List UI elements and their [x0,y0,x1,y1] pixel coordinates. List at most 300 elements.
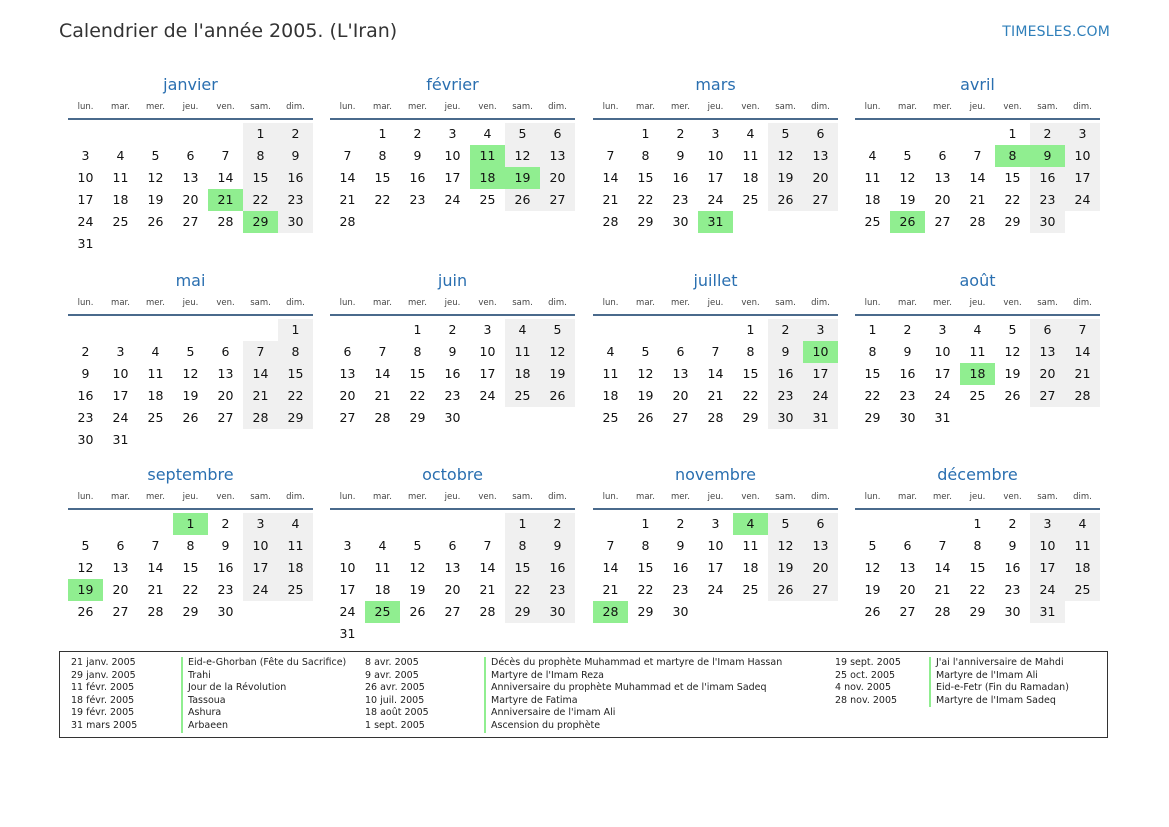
holiday-day-cell: 8 [995,145,1030,167]
day-cell: 17 [803,363,838,385]
holiday-date: 8 avr. 2005 [365,657,419,668]
day-cell: 4 [278,513,313,535]
day-cell: 1 [641,126,650,141]
day-cell: 15 [742,366,759,381]
day-cell: 11 [602,366,619,381]
day-cell: 25 [969,388,986,403]
weekday-header [855,96,1100,120]
month-title: décembre [937,465,1018,484]
holiday-date: 1 sept. 2005 [365,719,425,731]
weekday-label: jeu. [707,492,724,502]
day-cell: 1 [746,322,755,337]
weekday-label: mer. [408,492,427,502]
page-title: Calendrier de l'année 2005. (L'Iran) [59,20,398,42]
day-cell: 24 [707,582,724,597]
day-cell: 30 [540,601,575,623]
empty-day-cell [698,319,733,341]
month-title: février [426,75,479,94]
day-cell: 15 [637,170,654,185]
day-cell: 3 [116,344,125,359]
holiday-day-cell: 26 [890,211,925,233]
weekday-label: mer. [146,492,165,502]
weekday-label: mar. [373,298,392,308]
weekday-label: dim. [811,102,830,112]
day-cell: 10 [479,344,496,359]
weekday-label: sam. [250,102,271,112]
month-block [593,464,838,623]
day-cell: 22 [1004,192,1021,207]
day-cell: 26 [540,385,575,407]
day-cell: 12 [540,341,575,363]
days-grid [330,319,575,429]
day-cell: 29 [742,410,759,425]
day-cell: 5 [81,538,90,553]
day-cell: 4 [483,126,492,141]
day-cell: 9 [448,344,457,359]
weekday-label: mar. [373,102,392,112]
day-cell: 18 [112,192,129,207]
month-title: mai [175,271,206,290]
day-cell: 12 [409,560,426,575]
day-cell: 29 [409,410,426,425]
weekday-label: sam. [1037,102,1058,112]
weekday-label: ven. [478,102,497,112]
empty-day-cell [330,513,365,535]
weekday-label: mer. [146,102,165,112]
day-cell: 12 [147,170,164,185]
weekday-label: sam. [775,298,796,308]
day-cell: 3 [343,538,352,553]
weekday-label: jeu. [969,492,986,502]
day-cell: 11 [1065,535,1100,557]
day-cell: 24 [444,192,461,207]
empty-day-cell [243,319,278,341]
holiday-day-cell: 31 [698,211,733,233]
day-cell: 27 [217,410,234,425]
holiday-name: Martyre de l'Imam Sadeq [929,695,1056,708]
holiday-day-cell: 25 [365,601,400,623]
weekday-label: lun. [339,298,356,308]
holiday-day-cell: 18 [470,167,505,189]
day-cell: 22 [182,582,199,597]
day-cell: 7 [1065,319,1100,341]
empty-day-cell [470,513,505,535]
day-cell: 1 [641,516,650,531]
days-grid [68,319,313,451]
empty-day-cell [365,319,400,341]
day-cell: 29 [969,604,986,619]
day-cell: 16 [540,557,575,579]
day-cell: 5 [768,123,803,145]
holiday-date: 19 sept. 2005 [835,657,901,668]
day-cell: 5 [768,513,803,535]
holiday-name: Anniversaire de l'imam Ali [484,707,615,720]
day-cell: 1 [1008,126,1017,141]
weekday-label: mar. [373,492,392,502]
weekday-label: ven. [216,492,235,502]
day-cell: 30 [1004,604,1021,619]
day-cell: 13 [672,366,689,381]
holiday-name: Arbaeen [181,720,228,733]
day-cell: 23 [672,192,689,207]
day-cell: 20 [803,167,838,189]
day-cell: 22 [374,192,391,207]
day-cell: 22 [969,582,986,597]
weekday-label: ven. [216,298,235,308]
day-cell: 12 [864,560,881,575]
weekday-label: mar. [636,492,655,502]
holiday-name: Anniversaire du prophète Muhammad et de l'imam Sadeq [484,682,767,695]
day-cell: 13 [934,170,951,185]
brand-link[interactable]: TIMESLES.COM [1002,24,1110,40]
day-cell: 27 [444,604,461,619]
weekday-label: lun. [602,102,619,112]
weekday-label: dim. [1073,102,1092,112]
day-cell: 3 [1030,513,1065,535]
weekday-label: jeu. [444,492,461,502]
day-cell: 5 [868,538,877,553]
weekday-label: mer. [671,492,690,502]
day-cell: 10 [707,538,724,553]
day-cell: 9 [903,344,912,359]
day-cell: 8 [243,145,278,167]
weekday-header [68,486,313,510]
day-cell: 16 [409,170,426,185]
day-cell: 11 [112,170,129,185]
day-cell: 12 [637,366,654,381]
day-cell: 28 [479,604,496,619]
empty-day-cell [925,513,960,535]
weekday-header [855,486,1100,510]
day-cell: 27 [339,410,356,425]
weekday-label: mar. [898,298,917,308]
empty-day-cell [68,513,103,535]
day-cell: 2 [1008,516,1017,531]
day-cell: 10 [934,344,951,359]
weekday-label: sam. [775,492,796,502]
day-cell: 21 [707,388,724,403]
day-cell: 7 [483,538,492,553]
day-cell: 9 [676,148,685,163]
day-cell: 21 [243,385,278,407]
day-cell: 3 [711,516,720,531]
weekday-label: jeu. [707,102,724,112]
weekday-label: mar. [636,102,655,112]
holiday-day-cell: 11 [470,145,505,167]
day-cell: 21 [147,582,164,597]
day-cell: 23 [899,388,916,403]
day-cell: 18 [864,192,881,207]
day-cell: 28 [934,604,951,619]
day-cell: 3 [1065,123,1100,145]
day-cell: 26 [864,604,881,619]
day-cell: 20 [182,192,199,207]
day-cell: 24 [243,579,278,601]
day-cell: 22 [742,388,759,403]
day-cell: 3 [483,322,492,337]
holiday-name: Eid-e-Fetr (Fin du Ramadan) [929,682,1069,695]
day-cell: 6 [903,538,912,553]
day-cell: 29 [505,601,540,623]
day-cell: 10 [77,170,94,185]
month-block [330,74,575,233]
weekday-header [330,292,575,316]
month-block [330,464,575,645]
day-cell: 28 [969,214,986,229]
day-cell: 3 [938,322,947,337]
day-cell: 26 [637,410,654,425]
holiday-date: 19 févr. 2005 [71,707,135,719]
day-cell: 28 [602,214,619,229]
day-cell: 22 [864,388,881,403]
holiday-date: 18 août 2005 [365,707,429,719]
weekday-label: jeu. [707,298,724,308]
day-cell: 14 [374,366,391,381]
weekday-label: ven. [216,102,235,112]
day-cell: 24 [1030,579,1065,601]
day-cell: 18 [505,363,540,385]
empty-day-cell [855,513,890,535]
day-cell: 15 [969,560,986,575]
day-cell: 4 [116,148,125,163]
empty-day-cell [208,123,243,145]
day-cell: 23 [444,388,461,403]
day-cell: 26 [409,604,426,619]
holiday-day-cell: 28 [593,601,628,623]
day-cell: 20 [1030,363,1065,385]
day-cell: 23 [540,579,575,601]
day-cell: 7 [606,148,615,163]
holiday-date: 4 nov. 2005 [835,682,891,694]
day-cell: 17 [112,388,129,403]
day-cell: 7 [973,148,982,163]
holiday-name: Ashura [181,707,221,720]
day-cell: 28 [243,407,278,429]
empty-day-cell [960,123,995,145]
day-cell: 2 [278,123,313,145]
day-cell: 11 [742,148,759,163]
day-cell: 17 [77,192,94,207]
day-cell: 19 [899,192,916,207]
day-cell: 3 [81,148,90,163]
empty-day-cell [593,513,628,535]
weekday-label: dim. [811,492,830,502]
weekday-label: lun. [339,102,356,112]
month-title: avril [960,75,995,94]
day-cell: 21 [339,192,356,207]
weekday-label: sam. [1037,298,1058,308]
day-cell: 7 [243,341,278,363]
day-cell: 29 [278,407,313,429]
day-cell: 13 [803,145,838,167]
day-cell: 24 [707,192,724,207]
day-cell: 27 [803,189,838,211]
day-cell: 24 [77,214,94,229]
day-cell: 28 [707,410,724,425]
holiday-name: Décès du prophète Muhammad et martyre de l'Imam Hassan [484,657,782,670]
day-cell: 31 [339,626,356,641]
day-cell: 4 [505,319,540,341]
day-cell: 25 [602,410,619,425]
weekday-label: dim. [1073,492,1092,502]
weekday-label: mer. [146,298,165,308]
day-cell: 22 [637,192,654,207]
holiday-day-cell: 4 [733,513,768,535]
holiday-date: 9 avr. 2005 [365,669,419,681]
holiday-legend [59,651,1108,738]
holiday-date: 10 juil. 2005 [365,694,425,706]
empty-day-cell [68,123,103,145]
day-cell: 30 [672,604,689,619]
day-cell: 10 [112,366,129,381]
day-cell: 14 [147,560,164,575]
day-cell: 15 [409,366,426,381]
day-cell: 7 [378,344,387,359]
day-cell: 3 [243,513,278,535]
day-cell: 22 [637,582,654,597]
day-cell: 20 [540,167,575,189]
weekday-header [593,292,838,316]
day-cell: 8 [641,148,650,163]
day-cell: 13 [444,560,461,575]
day-cell: 14 [1065,341,1100,363]
holiday-name: Ascension du prophète [484,720,600,733]
holiday-date: 25 oct. 2005 [835,669,896,681]
day-cell: 24 [803,385,838,407]
day-cell: 10 [444,148,461,163]
day-cell: 29 [637,604,654,619]
weekday-header [330,486,575,510]
weekday-label: dim. [286,492,305,502]
weekday-label: lun. [77,102,94,112]
weekday-label: lun. [864,298,881,308]
day-cell: 13 [112,560,129,575]
month-title: juillet [693,271,738,290]
day-cell: 13 [803,535,838,557]
day-cell: 28 [1065,385,1100,407]
day-cell: 31 [77,236,94,251]
day-cell: 2 [676,516,685,531]
day-cell: 7 [606,538,615,553]
day-cell: 14 [602,560,619,575]
weekday-label: mer. [933,492,952,502]
day-cell: 18 [374,582,391,597]
weekday-header [855,292,1100,316]
day-cell: 31 [934,410,951,425]
day-cell: 9 [676,538,685,553]
day-cell: 10 [1065,145,1100,167]
day-cell: 20 [339,388,356,403]
day-cell: 13 [540,145,575,167]
day-cell: 27 [672,410,689,425]
day-cell: 14 [969,170,986,185]
month-block [68,270,313,451]
holiday-name: Tassoua [181,695,226,708]
holiday-day-cell: 19 [68,579,103,601]
day-cell: 8 [278,341,313,363]
day-cell: 1 [868,322,877,337]
holiday-name: Martyre de l'Imam Reza [484,670,604,683]
day-cell: 17 [339,582,356,597]
day-cell: 4 [973,322,982,337]
day-cell: 6 [116,538,125,553]
empty-day-cell [593,123,628,145]
day-cell: 16 [1004,560,1021,575]
weekday-header [593,96,838,120]
day-cell: 19 [182,388,199,403]
day-cell: 8 [378,148,387,163]
holiday-name: Jour de la Révolution [181,682,286,695]
weekday-label: dim. [548,298,567,308]
holiday-day-cell: 29 [243,211,278,233]
holiday-day-cell: 18 [960,363,995,385]
day-cell: 1 [413,322,422,337]
day-cell: 16 [77,388,94,403]
weekday-label: ven. [478,492,497,502]
weekday-label: sam. [512,102,533,112]
holiday-name: Trahi [181,670,211,683]
empty-day-cell [925,123,960,145]
day-cell: 3 [803,319,838,341]
day-cell: 23 [672,582,689,597]
day-cell: 9 [278,145,313,167]
holiday-date: 21 janv. 2005 [71,657,136,668]
day-cell: 27 [540,189,575,211]
day-cell: 7 [938,538,947,553]
holiday-day-cell: 10 [803,341,838,363]
day-cell: 12 [182,366,199,381]
day-cell: 17 [479,366,496,381]
day-cell: 3 [711,126,720,141]
weekday-label: lun. [339,492,356,502]
day-cell: 11 [278,535,313,557]
day-cell: 18 [602,388,619,403]
month-title: mars [695,75,736,94]
month-block [68,74,313,255]
day-cell: 29 [182,604,199,619]
day-cell: 16 [672,560,689,575]
months-grid [68,74,1102,644]
day-cell: 15 [243,167,278,189]
day-cell: 30 [899,410,916,425]
day-cell: 27 [112,604,129,619]
day-cell: 16 [899,366,916,381]
weekday-label: ven. [478,298,497,308]
day-cell: 28 [217,214,234,229]
day-cell: 12 [768,145,803,167]
day-cell: 19 [637,388,654,403]
day-cell: 6 [1030,319,1065,341]
day-cell: 20 [899,582,916,597]
day-cell: 30 [672,214,689,229]
day-cell: 27 [899,604,916,619]
day-cell: 26 [147,214,164,229]
weekday-label: ven. [1003,102,1022,112]
day-cell: 11 [505,341,540,363]
month-title: novembre [674,465,757,484]
days-grid [855,513,1100,623]
weekday-header [68,292,313,316]
day-cell: 10 [243,535,278,557]
day-cell: 27 [182,214,199,229]
day-cell: 6 [540,123,575,145]
day-cell: 5 [1008,322,1017,337]
day-cell: 24 [934,388,951,403]
weekday-label: jeu. [182,492,199,502]
weekday-label: lun. [602,492,619,502]
empty-day-cell [365,513,400,535]
empty-day-cell [103,123,138,145]
